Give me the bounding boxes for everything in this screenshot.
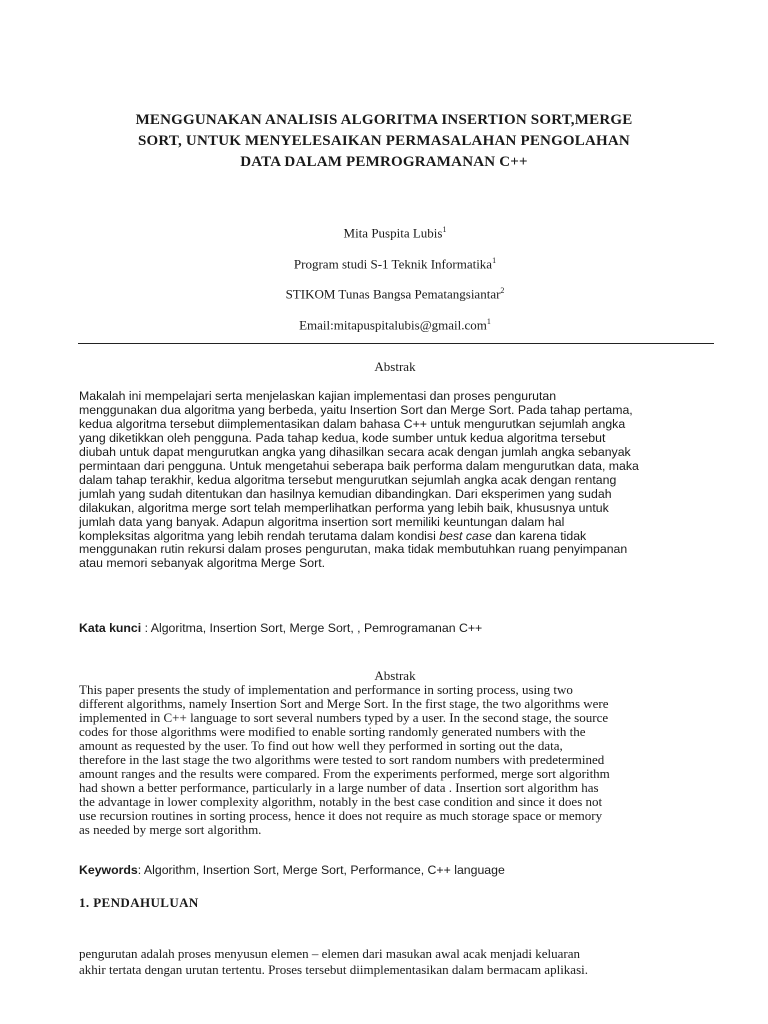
author-email-text: Email:mitapuspitalubis@gmail.com <box>299 317 487 333</box>
abstract-en-line: as needed by merge sort algorithm. <box>79 821 262 837</box>
abstract-en-line: use recursion routines in sorting process, hence it does not require as much storage space or memory <box>79 807 603 823</box>
abstract-id-line-italic <box>79 530 719 544</box>
author-institution-text: STIKOM Tunas Bangsa Pematangsiantar <box>285 286 501 302</box>
paper-title <box>70 110 698 173</box>
abstract-en-line: implemented in C++ language to sort several numbers typed by a user. In the second stage, the source <box>79 709 609 725</box>
abstract-id-line: permintaan dari pengguna. Untuk mengetahui seberapa baik performa dalam mengurutkan data, maka <box>79 458 639 473</box>
author-institution <box>0 283 768 302</box>
title-line: SORT, UNTUK MENYELESAIKAN PERMASALAHAN PENGOLAHAN <box>138 133 630 149</box>
abstract-en-line: This paper presents the study of implementation and performance in sorting process, using two <box>79 682 573 697</box>
section-heading: 1. PENDAHULUAN <box>79 895 199 910</box>
abstract-id-line: menggunakan rutin rekursi dalam proses pengurutan, maka tidak membutuhkan ruang penyimpanan <box>79 542 628 557</box>
author-name-text: Mita Puspita Lubis <box>343 225 443 241</box>
abstract-id-heading: Abstrak <box>374 359 416 374</box>
abstract-id-line: jumlah data yang banyak. Adapun algoritma insertion sort memiliki keuntungan dalam hal <box>79 514 565 529</box>
abstract-en-heading: Abstrak <box>374 668 416 683</box>
abstract-id-line: yang diketikkan oleh pengguna. Pada tahap kedua, kode sumber untuk kedua algoritma tersebut <box>79 430 606 445</box>
email-sup: 1 <box>486 317 491 326</box>
author-email <box>0 314 768 333</box>
author-program-text: Program studi S-1 Teknik Informatika <box>293 256 493 272</box>
abstract-id-line: dalam tahap terakhir, kedua algoritma tersebut mengurutkan sejumlah angka acak dengan rentang <box>79 472 617 487</box>
abstract-id-line: kedua algoritma tersebut diimplementasikan dalam bahasa C++ untuk mengurutkan sejumlah angka <box>79 416 626 431</box>
keywords-id <box>79 620 719 636</box>
keywords-en <box>79 862 719 878</box>
best-case-italic: best case <box>439 528 492 543</box>
abstract-en-line: therefore in the last stage the two algorithms were tested to sort random numbers with predetermined <box>79 751 605 767</box>
abstract-id-line: atau memori sebanyak algoritma Merge Sort. <box>79 556 326 571</box>
keywords-en-text: : Algorithm, Insertion Sort, Merge Sort, Performance, C++ language <box>137 863 505 877</box>
intro-paragraph <box>79 946 719 978</box>
author-name <box>0 222 768 241</box>
keywords-en-label: Keywords <box>79 863 138 877</box>
abstract-en-line: amount ranges and the results were compared. From the experiments performed, merge sort algorithm <box>79 765 610 781</box>
abstract-en-line: different algorithms, namely Insertion Sort and Merge Sort. In the first stage, the two algorithms were <box>79 695 609 711</box>
author-sup: 1 <box>442 225 447 234</box>
abstract-id-body <box>79 390 719 571</box>
abstract-en-line: the advantage in lower complexity algorithm, notably in the best case condition and since it does not <box>79 793 603 809</box>
title-line: DATA DALAM PEMROGRAMANAN C++ <box>240 154 528 170</box>
abstract-en-line: amount as requested by the user. To find out how well they performed in sorting out the data, <box>79 737 563 753</box>
keywords-id-label: Kata kunci <box>79 621 142 635</box>
intro-line: pengurutan adalah proses menyusun elemen – elemen dari masukan awal acak menjadi keluaran <box>79 946 581 961</box>
abstract-id-line: dilakukan, algoritma merge sort telah memperlihatkan performa yang lebih baik, khususnya untuk <box>79 500 609 515</box>
author-program <box>0 253 768 272</box>
abstract-id-line: diubah untuk dapat mengurutkan angka yang dihasilkan secara acak dengan jumlah angka sebanyak <box>79 444 631 459</box>
title-line: MENGGUNAKAN ANALISIS ALGORITMA INSERTION SORT,MERGE <box>135 112 633 128</box>
abstract-en-line: codes for those algorithms were modified to enable sorting randomly generated numbers with the <box>79 723 586 739</box>
abstract-id-line: menggunakan dua algoritma yang berbeda, yaitu Insertion Sort dan Merge Sort. Pada tahap pertama, <box>79 402 633 417</box>
keywords-id-text: : Algoritma, Insertion Sort, Merge Sort, , Pemrogramanan C++ <box>141 621 483 635</box>
abstract-en-line: had shown a better performance, particularly in a large number of data . Insertion sort algorithm has <box>79 779 599 795</box>
intro-line: akhir tertata dengan urutan tertentu. Proses tersebut diimplementasikan dalam bermacam aplikasi. <box>79 962 588 977</box>
abstract-id-line: Makalah ini mempelajari serta menjelaskan kajian implementasi dan proses pengurutan <box>79 389 557 403</box>
line11-post: dan karena tidak <box>491 528 587 543</box>
line11-pre: kompleksitas algoritma yang lebih rendah terutama dalam kondisi <box>79 528 440 543</box>
abstract-en-body <box>79 683 719 836</box>
header-divider <box>78 343 714 344</box>
program-sup: 1 <box>492 256 497 265</box>
institution-sup: 2 <box>500 286 505 295</box>
abstract-id-line: jumlah yang sudah ditentukan dan hasilnya kemudian dibandingkan. Dari eksperimen yang sudah <box>79 486 612 501</box>
